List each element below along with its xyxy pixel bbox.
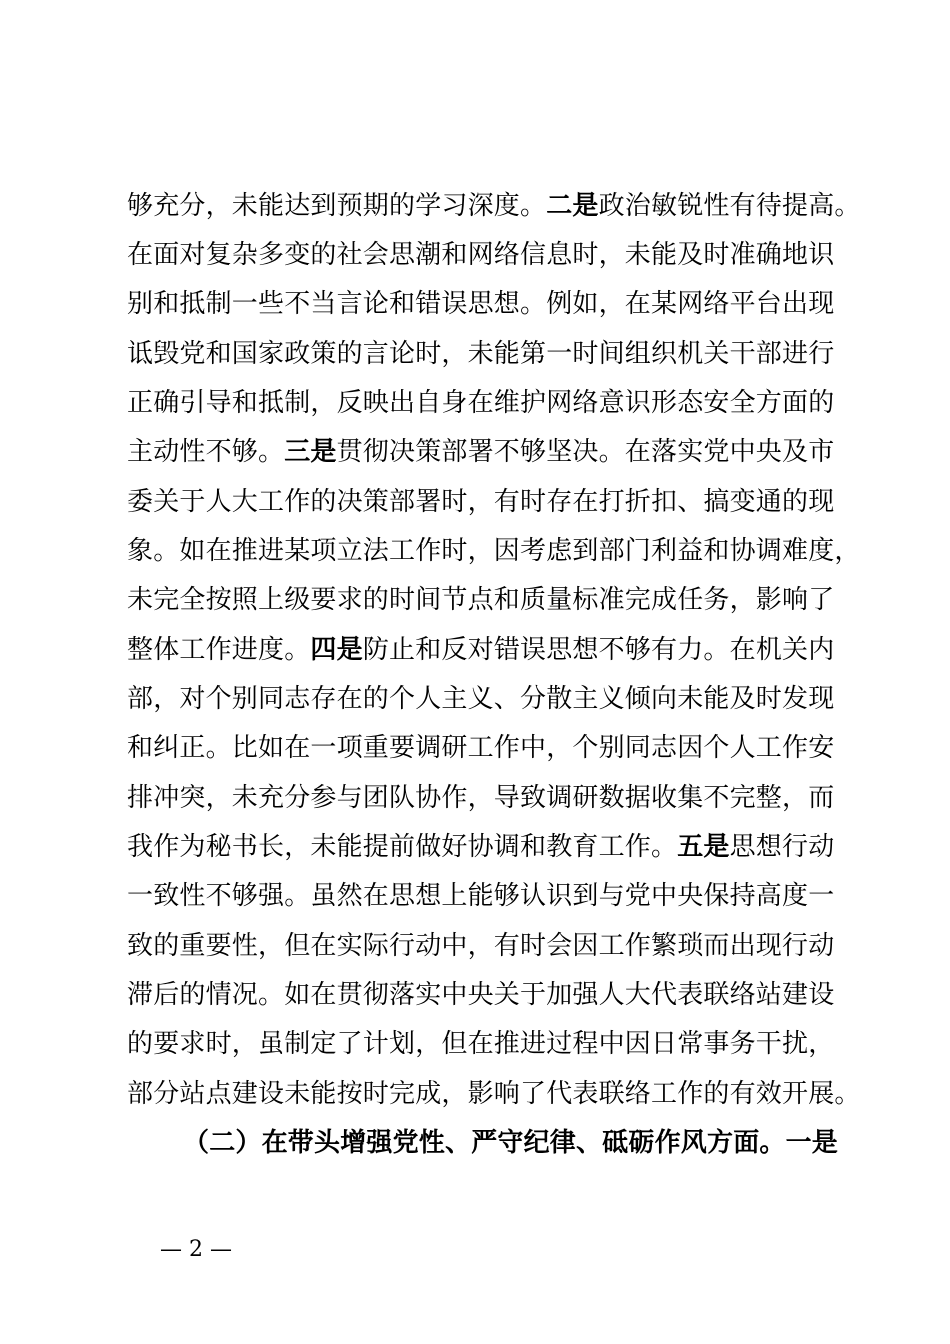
body-line: 象。如在推进某项立法工作时，因考虑到部门利益和协调难度， — [127, 536, 861, 566]
emphasis-label: 二是 — [546, 191, 599, 221]
body-line: 委关于人大工作的决策部署时，有时存在打折扣、搞变通的现 — [127, 487, 835, 517]
section-heading: （二）在带头增强党性、严守纪律、砥砺作风方面。一是 — [183, 1128, 839, 1158]
body-line: 正确引导和抵制，反映出自身在维护网络意识形态安全方面的 — [127, 388, 835, 418]
body-line: 在面对复杂多变的社会思潮和网络信息时，未能及时准确地识 — [127, 240, 835, 270]
body-line: 部，对个别同志存在的个人主义、分散主义倾向未能及时发现 — [127, 684, 835, 714]
body-line: 部分站点建设未能按时完成，影响了代表联络工作的有效开展。 — [127, 1079, 861, 1109]
body-line: 够充分，未能达到预期的学习深度。二是政治敏锐性有待提高。 — [127, 191, 861, 221]
body-line: 我作为秘书长，未能提前做好协调和教育工作。五是思想行动 — [127, 832, 835, 862]
body-line: 滞后的情况。如在贯彻落实中央关于加强人大代表联络站建设 — [127, 980, 835, 1010]
body-line: 诋毁党和国家政策的言论时，未能第一时间组织机关干部进行 — [127, 339, 835, 369]
emphasis-label: 五是 — [677, 832, 730, 862]
emphasis-label: 三是 — [284, 437, 337, 467]
body-line: 和纠正。比如在一项重要调研工作中，个别同志因个人工作安 — [127, 733, 835, 763]
body-line: 别和抵制一些不当言论和错误思想。例如，在某网络平台出现 — [127, 289, 835, 319]
emphasis-label: 四是 — [310, 635, 363, 665]
body-line: 排冲突，未充分参与团队协作，导致调研数据收集不完整，而 — [127, 783, 835, 813]
page-number: — 2 — — [160, 1237, 232, 1262]
body-line: 整体工作进度。四是防止和反对错误思想不够有力。在机关内 — [127, 635, 835, 665]
body-line: 一致性不够强。虽然在思想上能够认识到与党中央保持高度一 — [127, 881, 835, 911]
body-line: 的要求时，虽制定了计划，但在推进过程中因日常事务干扰， — [127, 1029, 835, 1059]
body-line: 主动性不够。三是贯彻决策部署不够坚决。在落实党中央及市 — [127, 437, 835, 467]
body-line: 未完全按照上级要求的时间节点和质量标准完成任务，影响了 — [127, 585, 835, 615]
body-line: 致的重要性，但在实际行动中，有时会因工作繁琐而出现行动 — [127, 931, 835, 961]
